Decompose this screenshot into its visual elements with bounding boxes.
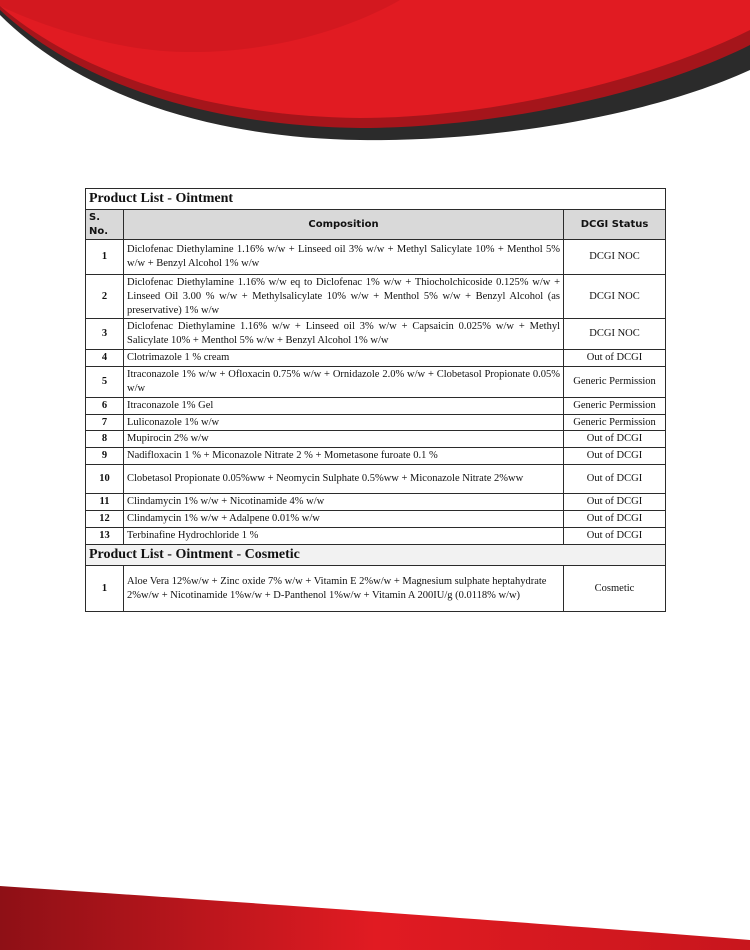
table-row xyxy=(86,511,666,528)
table-row xyxy=(86,566,666,612)
status-cell: DCGI NOC xyxy=(564,274,666,319)
sno-cell: 1 xyxy=(86,566,124,612)
composition-cell: Itraconazole 1% Gel xyxy=(124,397,564,414)
sno-cell: 13 xyxy=(86,527,124,544)
status-cell: Out of DCGI xyxy=(564,465,666,494)
status-cell: Out of DCGI xyxy=(564,350,666,367)
sno-cell: 10 xyxy=(86,465,124,494)
sno-cell: 11 xyxy=(86,494,124,511)
column-header-composition: Composition xyxy=(124,210,564,239)
status-cell: Cosmetic xyxy=(564,566,666,612)
sno-cell: 9 xyxy=(86,448,124,465)
composition-cell: Clotrimazole 1 % cream xyxy=(124,350,564,367)
composition-cell: Diclofenac Diethylamine 1.16% w/w + Linseed oil 3% w/w + Capsaicin 0.025% w/w + Methyl Salicylate 10% + Menthol 5% w/w + Benzyl Alcohol 1% w/w xyxy=(124,319,564,350)
sno-cell: 3 xyxy=(86,319,124,350)
table-row xyxy=(86,431,666,448)
status-cell: DCGI NOC xyxy=(564,319,666,350)
table-row xyxy=(86,527,666,544)
composition-cell: Clobetasol Propionate 0.05%ww + Neomycin Sulphate 0.5%ww + Miconazole Nitrate 2%ww xyxy=(124,465,564,494)
cosmetic-section-title: Product List - Ointment - Cosmetic xyxy=(86,544,666,565)
table-row xyxy=(86,448,666,465)
column-header-row xyxy=(86,210,666,239)
composition-cell: Itraconazole 1% w/w + Ofloxacin 0.75% w/w + Ornidazole 2.0% w/w + Clobetasol Propionate 0.05% w/w xyxy=(124,367,564,398)
product-list-table xyxy=(85,188,666,612)
table-row xyxy=(86,465,666,494)
sno-cell: 8 xyxy=(86,431,124,448)
sno-cell: 6 xyxy=(86,397,124,414)
composition-cell: Clindamycin 1% w/w + Adalpene 0.01% w/w xyxy=(124,511,564,528)
sno-cell: 4 xyxy=(86,350,124,367)
header-wave-decoration xyxy=(0,0,750,145)
status-cell: Generic Permission xyxy=(564,397,666,414)
status-cell: Out of DCGI xyxy=(564,527,666,544)
sno-cell: 5 xyxy=(86,367,124,398)
status-cell: Generic Permission xyxy=(564,367,666,398)
status-cell: DCGI NOC xyxy=(564,239,666,274)
sno-cell: 2 xyxy=(86,274,124,319)
status-cell: Out of DCGI xyxy=(564,511,666,528)
composition-cell: Terbinafine Hydrochloride 1 % xyxy=(124,527,564,544)
table-row xyxy=(86,397,666,414)
composition-cell: Mupirocin 2% w/w xyxy=(124,431,564,448)
sno-cell: 12 xyxy=(86,511,124,528)
table-row xyxy=(86,350,666,367)
composition-cell: Clindamycin 1% w/w + Nicotinamide 4% w/w xyxy=(124,494,564,511)
sno-cell: 1 xyxy=(86,239,124,274)
table-row xyxy=(86,367,666,398)
ointment-section-title: Product List - Ointment xyxy=(86,189,666,210)
composition-cell: Nadifloxacin 1 % + Miconazole Nitrate 2 % + Mometasone furoate 0.1 % xyxy=(124,448,564,465)
table-row xyxy=(86,414,666,431)
table-row xyxy=(86,239,666,274)
status-cell: Generic Permission xyxy=(564,414,666,431)
status-cell: Out of DCGI xyxy=(564,431,666,448)
sno-cell: 7 xyxy=(86,414,124,431)
footer-wave-decoration xyxy=(0,880,750,950)
cosmetic-section-header-row xyxy=(86,544,666,565)
ointment-section-header-row xyxy=(86,189,666,210)
composition-cell: Diclofenac Diethylamine 1.16% w/w eq to Diclofenac 1% w/w + Thiocholchicoside 0.125% w/w + Linseed Oil 3.00 % w/w + Methylsalicylate 10% w/w + Menthol 5% w/w + Benzyl Alcohol (as preservative) 1% w/w xyxy=(124,274,564,319)
composition-cell: Diclofenac Diethylamine 1.16% w/w + Linseed oil 3% w/w + Methyl Salicylate 10% + Menthol 5% w/w + Benzyl Alcohol 1% w/w xyxy=(124,239,564,274)
status-cell: Out of DCGI xyxy=(564,494,666,511)
composition-cell: Aloe Vera 12%w/w + Zinc oxide 7% w/w + Vitamin E 2%w/w + Magnesium sulphate heptahydrate 2%w/w + Nicotinamide 1%w/w + D-Panthenol 1%w/w + Vitamin A 200IU/g (0.0118% w/w) xyxy=(124,566,564,612)
status-cell: Out of DCGI xyxy=(564,448,666,465)
table-row xyxy=(86,494,666,511)
composition-cell: Luliconazole 1% w/w xyxy=(124,414,564,431)
column-header-sno: S. No. xyxy=(86,210,124,239)
column-header-status: DCGI Status xyxy=(564,210,666,239)
table-row xyxy=(86,319,666,350)
table-row xyxy=(86,274,666,319)
